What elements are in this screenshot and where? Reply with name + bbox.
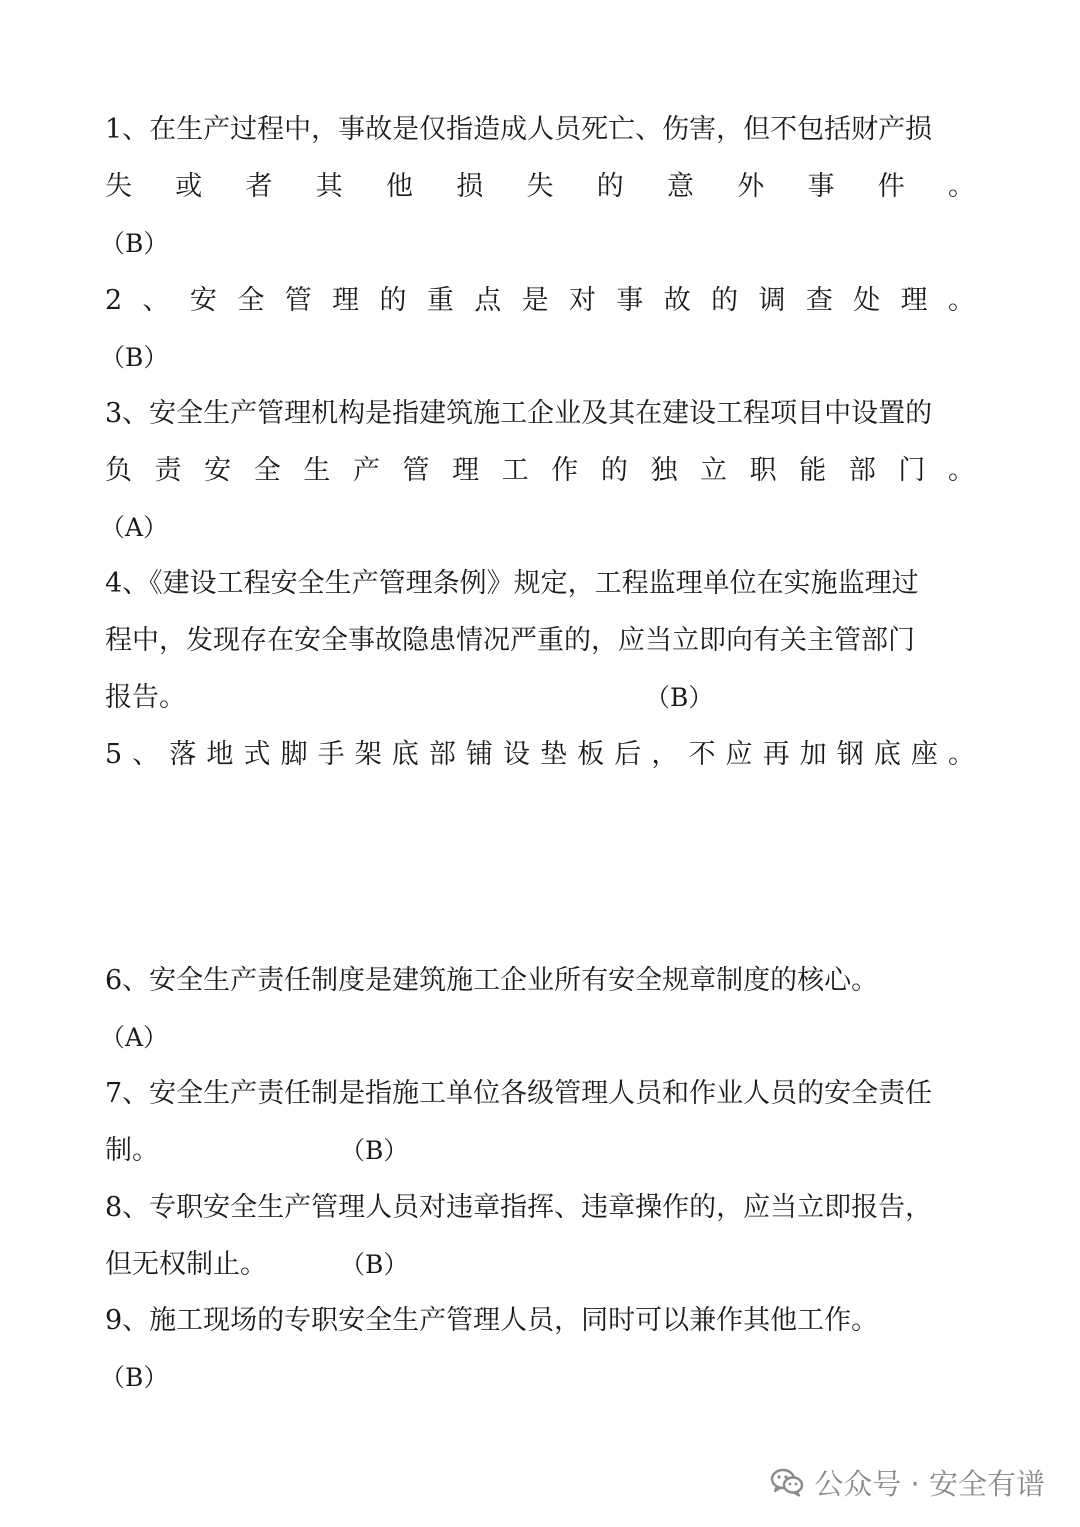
question-5-line-1: 5、落地式脚手架底部铺设垫板后，不应再加钢底座。 xyxy=(105,739,975,770)
question-4-line-1: 4、《建设工程安全生产管理条例》规定，工程监理单位在实施监理过 xyxy=(105,568,919,599)
question-6-answer: （A） xyxy=(100,1023,169,1052)
question-8-line-2: 但无权制止。 xyxy=(105,1249,267,1280)
question-8-line-1: 8、专职安全生产管理人员对违章指挥、违章操作的，应当立即报告， xyxy=(105,1192,933,1223)
question-1-answer: （B） xyxy=(100,229,169,258)
question-7-answer: （B） xyxy=(340,1136,409,1165)
question-3-answer: （A） xyxy=(100,513,169,542)
watermark-text: 公众号 · 安全有谱 xyxy=(814,1466,1045,1501)
question-9-answer: （B） xyxy=(100,1363,169,1392)
question-1-line-2: 失或者其他损失的意外事件。 xyxy=(105,171,975,202)
question-7-line-2: 制。 xyxy=(105,1135,159,1166)
question-4-line-3: 报告。 xyxy=(105,682,186,713)
watermark xyxy=(770,1462,1045,1502)
question-4-line-2: 程中，发现存在安全事故隐患情况严重的，应当立即向有关主管部门 xyxy=(105,625,915,656)
question-8-answer: （B） xyxy=(340,1250,409,1279)
question-9-line-1: 9、施工现场的专职安全生产管理人员，同时可以兼作其他工作。 xyxy=(105,1305,879,1336)
question-2-answer: （B） xyxy=(100,343,169,372)
question-6-line-1: 6、安全生产责任制度是建筑施工企业所有安全规章制度的核心。 xyxy=(105,965,879,996)
question-4-answer: （B） xyxy=(645,683,714,712)
question-3-line-2: 负责安全生产管理工作的独立职能部门。 xyxy=(105,455,975,486)
wechat-icon xyxy=(770,1467,804,1497)
question-1-line-1: 1、在生产过程中，事故是仅指造成人员死亡、伤害，但不包括财产损 xyxy=(105,114,933,145)
question-2-line-1: 2、安全管理的重点是对事故的调查处理。 xyxy=(105,285,975,316)
question-7-line-1: 7、安全生产责任制是指施工单位各级管理人员和作业人员的安全责任 xyxy=(105,1078,933,1109)
question-3-line-1: 3、安全生产管理机构是指建筑施工企业及其在建设工程项目中设置的 xyxy=(105,398,933,429)
